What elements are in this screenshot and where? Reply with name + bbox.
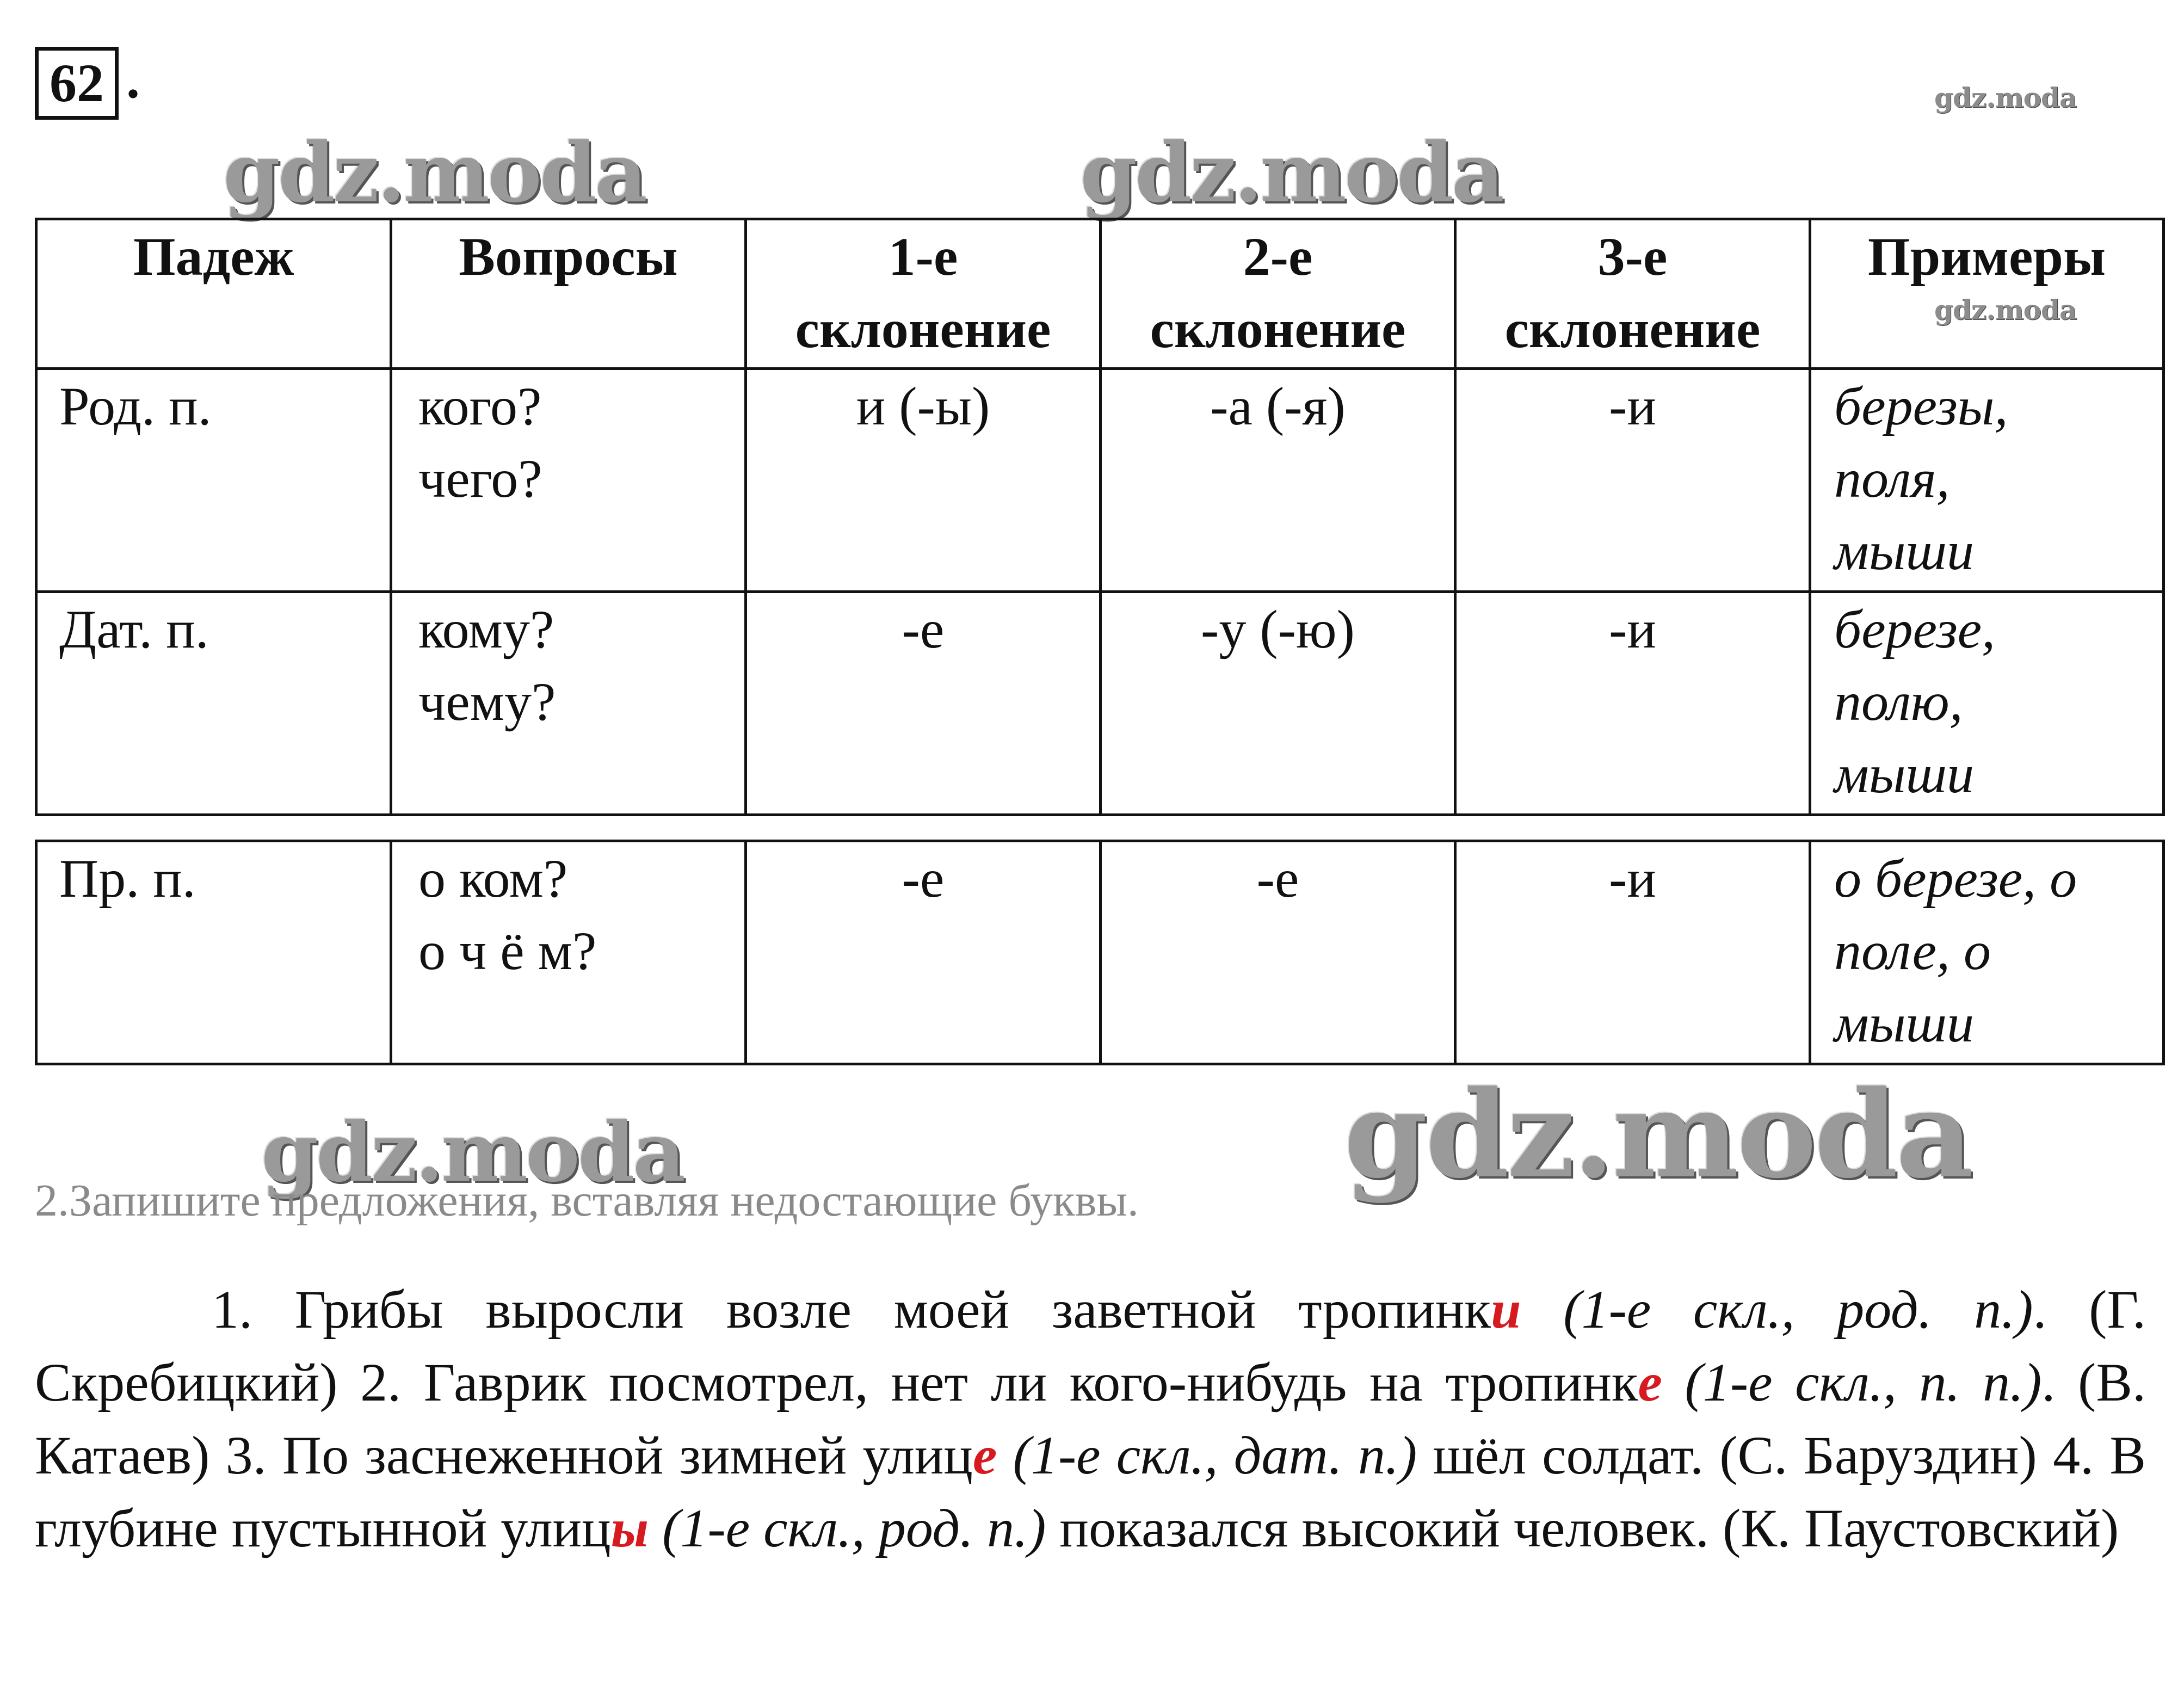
filled-letter: е xyxy=(972,1425,997,1485)
questions-cell: кого? чего? xyxy=(391,369,746,592)
grammar-note: (1-е скл., род. п.) xyxy=(649,1498,1046,1558)
examples-cell: березы, поля, мыши xyxy=(1810,369,2164,592)
task-number-dot: . xyxy=(126,49,140,109)
watermark: gdz.moda xyxy=(1934,82,2077,114)
table-row-dative xyxy=(36,592,2164,815)
ending-1-cell: -е xyxy=(746,592,1101,815)
table-row-genitive xyxy=(36,369,2164,592)
header-examples: Примеры xyxy=(1810,219,2164,369)
watermark: gdz.moda xyxy=(1934,294,2077,326)
header-declension-1: 1-е склонение xyxy=(746,219,1101,369)
questions-cell: кому? чему? xyxy=(391,592,746,815)
table-header-row xyxy=(36,219,2164,369)
ending-1-cell: -е xyxy=(746,841,1101,1064)
table-row-prepositional xyxy=(36,841,2164,1064)
declension-table-continued xyxy=(35,840,2165,1065)
exercise-instruction: 2.Запишите предложения, вставляя недостающие буквы. xyxy=(35,1175,1139,1226)
watermark: gdz.moda xyxy=(223,125,646,221)
filled-letter: и xyxy=(1491,1279,1521,1340)
watermark: gdz.moda xyxy=(1080,125,1503,221)
filled-letter: ы xyxy=(610,1498,649,1558)
case-cell: Дат. п. xyxy=(36,592,391,815)
grammar-note: (1-е скл., род. п.) xyxy=(1521,1279,2033,1340)
header-declension-3: 3-е склонение xyxy=(1455,219,1810,369)
header-questions: Вопросы xyxy=(391,219,746,369)
filled-letter: е xyxy=(1638,1352,1662,1413)
ending-2-cell: -у (-ю) xyxy=(1101,592,1455,815)
grammar-note: (1-е скл., дат. п.) xyxy=(997,1425,1417,1485)
header-case: Падеж xyxy=(36,219,391,369)
ending-3-cell: -и xyxy=(1455,592,1810,815)
watermark: gdz.moda xyxy=(261,1105,684,1200)
ending-3-cell: -и xyxy=(1455,369,1810,592)
exercise-text: 1. Грибы выросли возле моей заветной тропинки (1-е скл., род. п.). (Г. Скребицкий) 2. Гаврик посмотрел, нет ли кого-нибудь на тропинке (1-е скл., п. п.). (В. Катаев) 3. По заснеженной зимней улице (1-е скл., дат. п.) шёл солдат. (С. Баруздин) 4. В глубине пустынной улицы (1-е скл., род. п.) показался высокий человек. (К. Паустовский) xyxy=(35,1279,2146,1558)
examples-cell: березе, полю, мыши xyxy=(1810,592,2164,815)
examples-cell: о березе, о поле, о мыши xyxy=(1810,841,2164,1064)
case-cell: Пр. п. xyxy=(36,841,391,1064)
watermark: gdz.moda xyxy=(1344,1064,1972,1205)
header-declension-2: 2-е склонение xyxy=(1101,219,1455,369)
case-cell: Род. п. xyxy=(36,369,391,592)
ending-2-cell: -е xyxy=(1101,841,1455,1064)
grammar-note: (1-е скл., п. п.) xyxy=(1662,1352,2042,1413)
questions-cell: о ком? о ч ё м? xyxy=(391,841,746,1064)
ending-2-cell: -а (-я) xyxy=(1101,369,1455,592)
ending-1-cell: и (-ы) xyxy=(746,369,1101,592)
ending-3-cell: -и xyxy=(1455,841,1810,1064)
declension-table xyxy=(35,218,2165,816)
task-number: 62 xyxy=(35,47,119,120)
